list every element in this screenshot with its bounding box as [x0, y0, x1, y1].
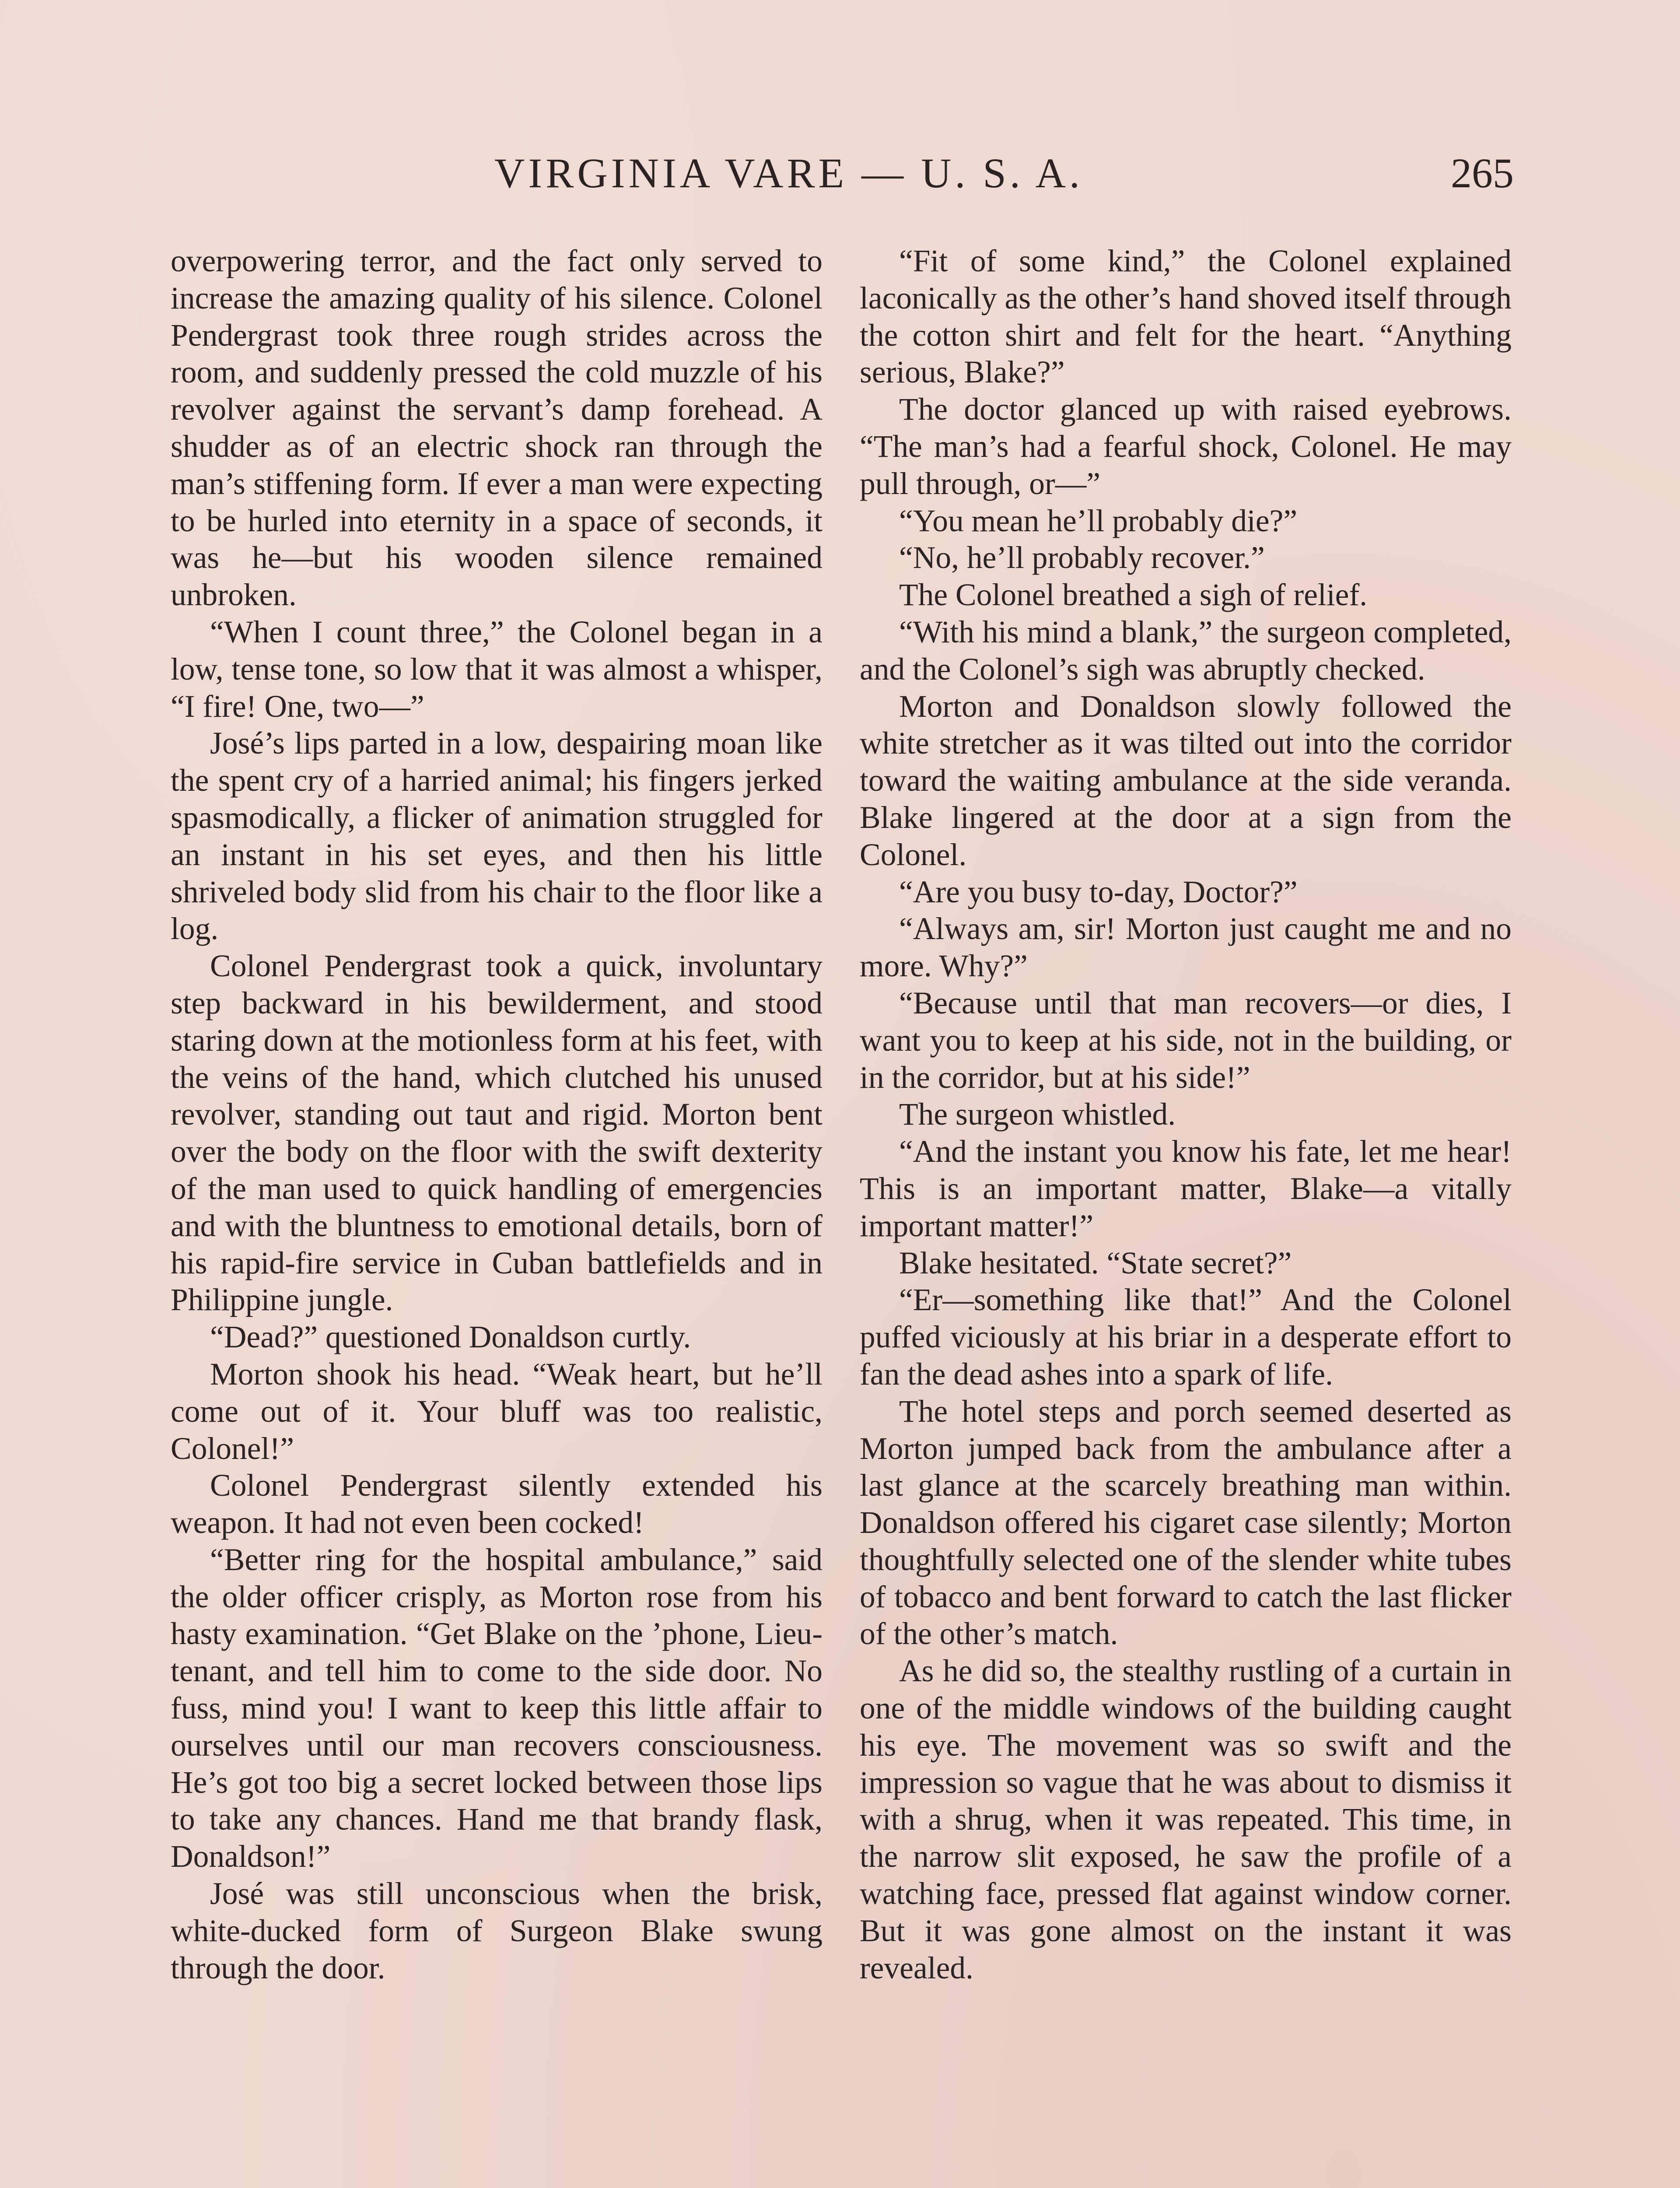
paragraph: “Are you busy to-day, Doctor?” [899, 874, 1298, 909]
paragraph: “With his mind a blank,” the surgeon completed, and the Colonel’s sigh was abruptly checked. [860, 614, 1512, 687]
left-column [171, 243, 822, 1987]
page-header [171, 149, 1514, 206]
paragraph: The hotel steps and porch seemed deserted as Morton jumped back from the ambulance after a last glance at the scarcely breathing man within. Donaldson offered his cigaret case silently; Morton thoughtfully selected one of the slender white tubes of tobacco and bent forward to catch the last flicker of the other’s match. [860, 1394, 1512, 1652]
paragraph: Morton shook his head. “Weak heart, but he’ll come out of it. Your bluff was too realistic, Colonel!” [171, 1357, 822, 1466]
paragraph: José’s lips parted in a low, despairing moan like the spent cry of a harried animal; his fingers jerked spasmodically, a flicker of animation struggled for an instant in his set eyes, and then his little shriveled body slid from his chair to the floor like a log. [171, 726, 822, 947]
paragraph: “Better ring for the hospital ambulance,” said the older officer crisply, as Morton rose from his hasty examination. “Get Blake on the ’phone, Lieutenant, and tell him to come to the side door. No fuss, mind you! I want to keep this little affair to ourselves until our man recovers consciousness. He’s got too big a secret locked between those lips to take any chances. Hand me that brandy flask, Donaldson!” [171, 1542, 822, 1874]
right-column [860, 243, 1512, 1987]
paragraph: “Dead?” questioned Donaldson curtly. [210, 1320, 691, 1355]
paragraph: “No, he’ll probably recover.” [899, 540, 1265, 575]
paragraph: “Er—something like that!” And the Colonel puffed viciously at his briar in a desperate effort to fan the dead ashes into a spark of life. [860, 1283, 1512, 1392]
paragraph: Morton and Donaldson slowly followed the white stretcher as it was tilted out into the corridor toward the waiting ambulance at the side veranda. Blake lingered at the door at a sign from the Colonel. [860, 689, 1512, 872]
paragraph: overpowering terror, and the fact only served to increase the amazing quality of his silence. Colonel Pendergrast took three rough strides across the room, and suddenly pressed the cold muzzle of his revolver against the servant’s damp forehead. A shudder as of an electric shock ran through the man’s stiffening form. If ever a man were expecting to be hurled into eternity in a space of seconds, it was he—but his wooden silence remained unbroken. [171, 244, 822, 613]
paragraph: “Fit of some kind,” the Colonel explained laconically as the other’s hand shoved itself through the cotton shirt and felt for the heart. “Anything serious, Blake?” [860, 244, 1512, 390]
running-title: VIRGINIA VARE — U. S. A. [494, 150, 1083, 196]
paragraph: “When I count three,” the Colonel began in a low, tense tone, so low that it was almost a whisper, “I fire! One, two—” [171, 614, 822, 724]
paragraph: Colonel Pendergrast silently extended his weapon. It had not even been cocked! [171, 1468, 822, 1540]
paragraph: “You mean he’ll probably die?” [899, 503, 1298, 538]
paragraph: Blake hesitated. “State secret?” [899, 1245, 1292, 1280]
paragraph: José was still unconscious when the brisk, white-ducked form of Surgeon Blake swung through the door. [171, 1876, 822, 1985]
paragraph: The surgeon whistled. [899, 1097, 1176, 1132]
paragraph: The doctor glanced up with raised eyebrows. “The man’s had a fearful shock, Colonel. He may pull through, or—” [860, 392, 1512, 501]
page-number: 265 [1451, 150, 1514, 196]
paragraph: The Colonel breathed a sigh of relief. [899, 578, 1368, 613]
paragraph: As he did so, the stealthy rustling of a curtain in one of the middle windows of the building caught his eye. The movement was so swift and the impression so vague that he was about to dismiss it with a shrug, when it was repeated. This time, in the narrow slit exposed, he saw the profile of a watching face, pressed flat against window corner. But it was gone almost on the instant it was revealed. [860, 1654, 1512, 1985]
paragraph: Colonel Pendergrast took a quick, involuntary step backward in his bewilderment, and stood staring down at the motionless form at his feet, with the veins of the hand, which clutched his unused revolver, standing out taut and rigid. Morton bent over the body on the floor with the swift dexterity of the man used to quick handling of emergencies and with the bluntness to emotional details, born of his rapid-fire service in Cuban battlefields and in Philippine jungle. [171, 949, 822, 1318]
paragraph: “Always am, sir! Morton just caught me and no more. Why?” [860, 912, 1512, 984]
paragraph: “And the instant you know his fate, let me hear! This is an important matter, Blake—a vitally important matter!” [860, 1134, 1512, 1243]
paragraph: “Because until that man recovers—or dies, I want you to keep at his side, not in the building, or in the corridor, but at his side!” [860, 985, 1512, 1095]
